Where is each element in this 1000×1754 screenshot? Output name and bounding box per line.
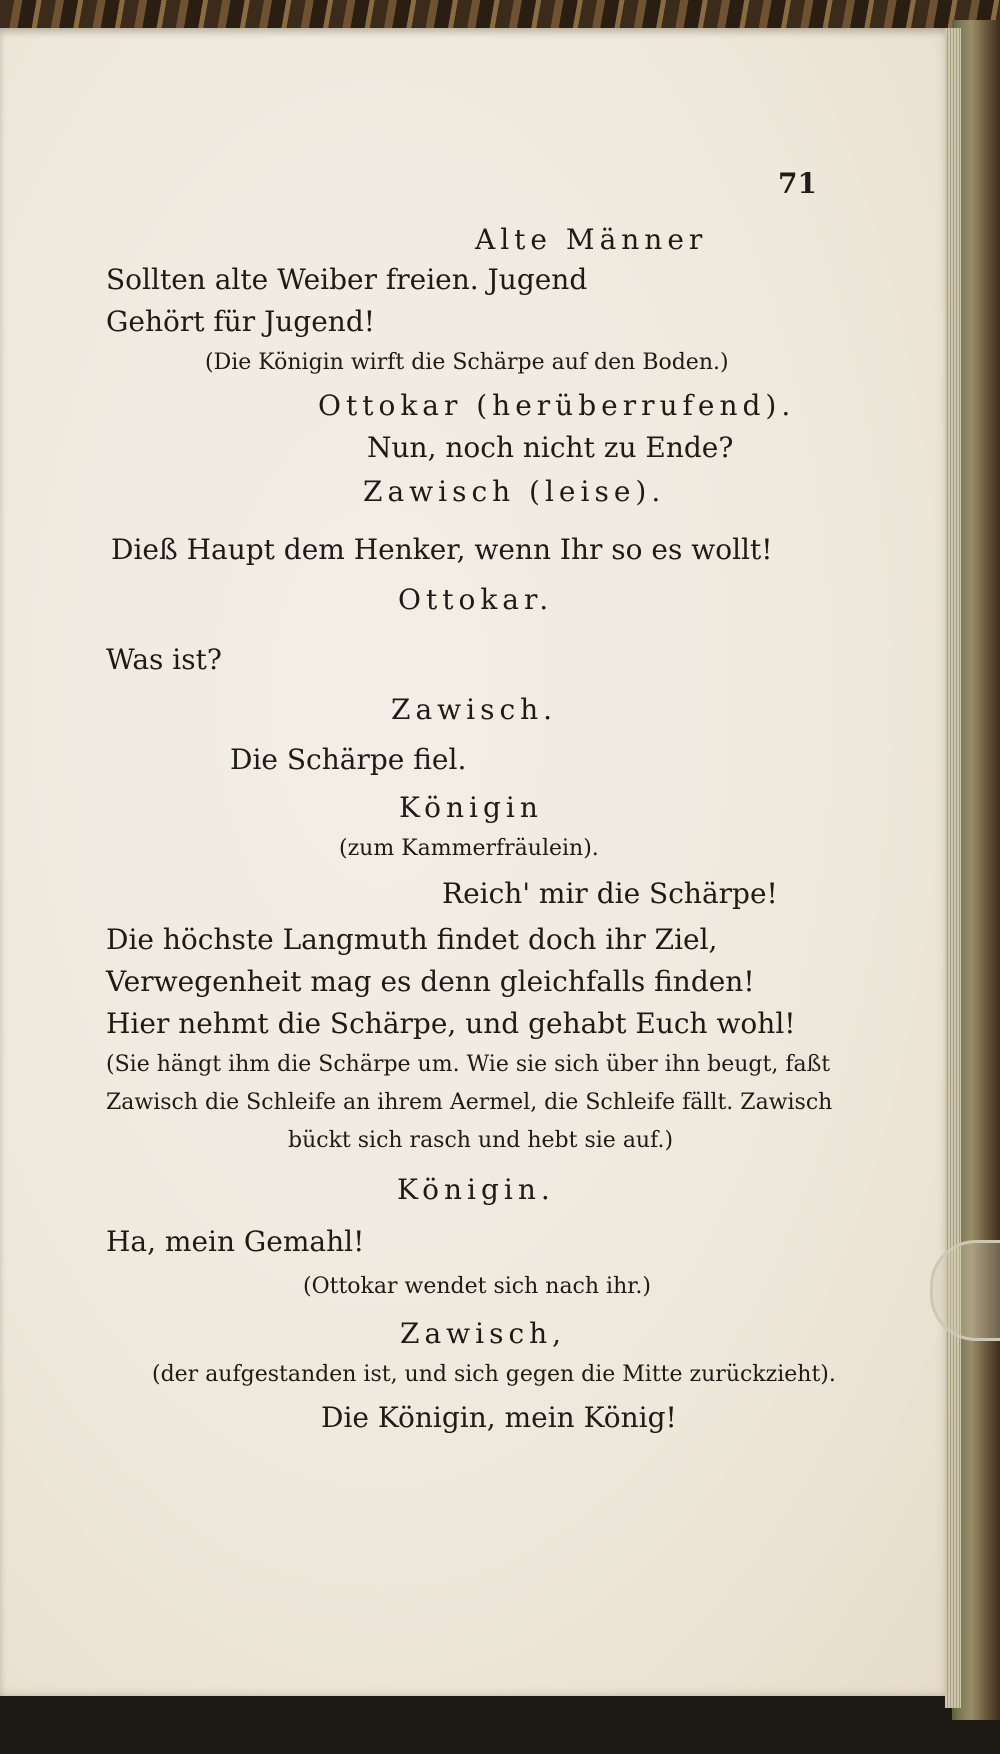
verse-line: Was ist? bbox=[106, 643, 222, 676]
speaker-heading: Zawisch. bbox=[391, 693, 558, 726]
verse-line: Ha, mein Gemahl! bbox=[106, 1225, 365, 1258]
book-page bbox=[0, 28, 952, 1696]
speaker-heading: Königin bbox=[399, 791, 543, 824]
speaker-heading: Ottokar. bbox=[398, 583, 554, 616]
verse-line: Verwegenheit mag es denn gleichfalls finden! bbox=[106, 965, 755, 998]
stage-direction: Zawisch die Schleife an ihrem Aermel, die Schleife fällt. Zawisch bbox=[106, 1090, 833, 1115]
verse-line: Gehört für Jugend! bbox=[106, 305, 376, 338]
speaker-heading: Königin. bbox=[397, 1173, 555, 1206]
verse-line: Reich' mir die Schärpe! bbox=[442, 877, 778, 910]
verse-line: Hier nehmt die Schärpe, und gehabt Euch wohl! bbox=[106, 1007, 796, 1040]
stage-direction: (Die Königin wirft die Schärpe auf den Boden.) bbox=[205, 350, 729, 375]
page-edges bbox=[945, 28, 961, 1708]
verse-line: Nun, noch nicht zu Ende? bbox=[367, 431, 734, 464]
stage-direction: (zum Kammerfräulein). bbox=[339, 836, 599, 861]
speaker-heading: Ottokar (herüberrufend). bbox=[318, 389, 796, 422]
stage-direction: (der aufgestanden ist, und sich gegen die Mitte zurückzieht). bbox=[152, 1362, 836, 1387]
verse-line: Die höchste Langmuth findet doch ihr Ziel, bbox=[106, 923, 718, 956]
verse-line: Dieß Haupt dem Henker, wenn Ihr so es wollt! bbox=[111, 533, 773, 566]
speaker-heading: Alte Männer bbox=[475, 223, 708, 256]
verse-line: Sollten alte Weiber freien. Jugend bbox=[106, 263, 588, 296]
stage-direction: (Sie hängt ihm die Schärpe um. Wie sie sich über ihn beugt, faßt bbox=[106, 1052, 831, 1077]
speaker-heading: Zawisch, bbox=[400, 1317, 567, 1350]
page-number: 71 bbox=[778, 167, 817, 200]
verse-line: Die Königin, mein König! bbox=[321, 1401, 677, 1434]
stage-direction: (Ottokar wendet sich nach ihr.) bbox=[303, 1274, 651, 1299]
speaker-heading: Zawisch (leise). bbox=[363, 475, 666, 508]
stage-direction: bückt sich rasch und hebt sie auf.) bbox=[288, 1128, 674, 1153]
verse-line: Die Schärpe fiel. bbox=[230, 743, 467, 776]
